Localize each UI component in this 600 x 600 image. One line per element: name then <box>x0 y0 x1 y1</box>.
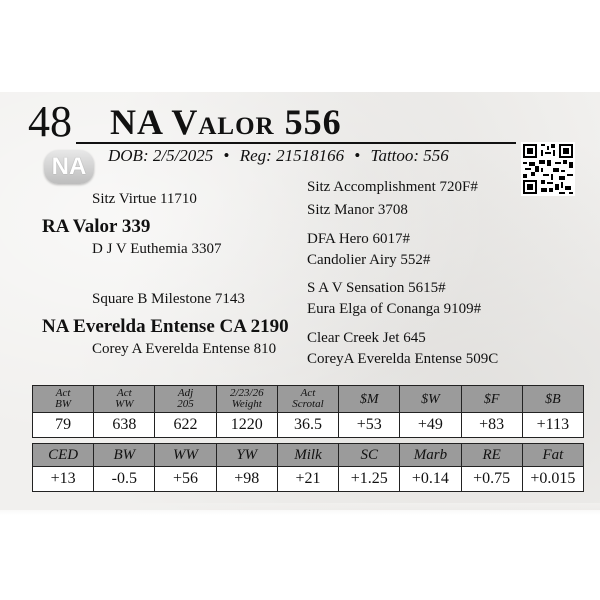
dam-sire: Square B Milestone 7143 <box>92 291 245 307</box>
animal-name: NA Valor 556 <box>110 102 342 142</box>
performance-value-row <box>33 413 584 438</box>
tattoo: Tattoo: 556 <box>370 146 449 165</box>
value-marb: +0.14 <box>400 467 461 492</box>
header-adj-205: Adj 205 <box>155 386 216 413</box>
epd-header-row <box>33 444 584 467</box>
value-adj-205: 622 <box>155 413 216 438</box>
value-sc: +1.25 <box>339 467 400 492</box>
value-ww: +56 <box>155 467 216 492</box>
granddam-4: CoreyA Everelda Entense 509C <box>307 351 499 367</box>
dam-dam: Corey A Everelda Entense 810 <box>92 341 277 357</box>
value-re: +0.75 <box>461 467 522 492</box>
grandsire-4: Clear Creek Jet 645 <box>307 330 426 346</box>
value-act-bw: 79 <box>33 413 94 438</box>
grandsire-3: S A V Sensation 5615# <box>307 280 446 296</box>
header-yw: YW <box>216 444 277 467</box>
header-milk: Milk <box>277 444 338 467</box>
value-f: +83 <box>461 413 522 438</box>
epd-table <box>32 443 584 492</box>
card-bottom-edge <box>0 503 600 515</box>
value-ced: +13 <box>33 467 94 492</box>
header-fat: Fat <box>522 444 583 467</box>
lot-number: 48 <box>28 97 72 146</box>
qr-code-icon[interactable] <box>521 142 575 196</box>
header-re: RE <box>461 444 522 467</box>
granddam-3: Eura Elga of Conanga 9109# <box>307 301 482 317</box>
separator: • <box>223 146 230 165</box>
header-marb: Marb <box>400 444 461 467</box>
grandsire-2: DFA Hero 6017# <box>307 231 411 247</box>
header-weight: 2/23/26 Weight <box>216 386 277 413</box>
header-ced: CED <box>33 444 94 467</box>
granddam-2: Candolier Airy 552# <box>307 252 431 268</box>
header-bw: BW <box>94 444 155 467</box>
title-divider <box>76 142 516 144</box>
value-act-ww: 638 <box>94 413 155 438</box>
epd-value-row <box>33 467 584 492</box>
value-b: +113 <box>522 413 583 438</box>
value-act-scrotal: 36.5 <box>277 413 338 438</box>
breeder-logo: NA <box>44 150 94 184</box>
header-act-scrotal: Act Scrotal <box>277 386 338 413</box>
granddam-1: Sitz Manor 3708 <box>307 202 408 218</box>
performance-table <box>32 385 584 438</box>
header-ww: WW <box>155 444 216 467</box>
value-weight: 1220 <box>216 413 277 438</box>
value-bw: -0.5 <box>94 467 155 492</box>
value-w: +49 <box>400 413 461 438</box>
header-act-ww: Act WW <box>94 386 155 413</box>
header-act-bw: Act BW <box>33 386 94 413</box>
value-fat: +0.015 <box>522 467 583 492</box>
value-milk: +21 <box>277 467 338 492</box>
performance-header-row <box>33 386 584 413</box>
header-w: $W <box>400 386 461 413</box>
sire: RA Valor 339 <box>42 216 151 237</box>
separator: • <box>354 146 361 165</box>
dob: DOB: 2/5/2025 <box>108 146 214 165</box>
dam: NA Everelda Entense CA 2190 <box>42 316 289 337</box>
header-sc: SC <box>339 444 400 467</box>
sire-sire: Sitz Virtue 11710 <box>92 191 197 207</box>
sire-dam: D J V Euthemia 3307 <box>92 241 222 257</box>
grandsire-1: Sitz Accomplishment 720F# <box>307 179 478 195</box>
header-b: $B <box>522 386 583 413</box>
value-m: +53 <box>339 413 400 438</box>
value-yw: +98 <box>216 467 277 492</box>
header-f: $F <box>461 386 522 413</box>
header-m: $M <box>339 386 400 413</box>
registration-info <box>108 146 449 166</box>
registration-number: Reg: 21518166 <box>239 146 345 165</box>
